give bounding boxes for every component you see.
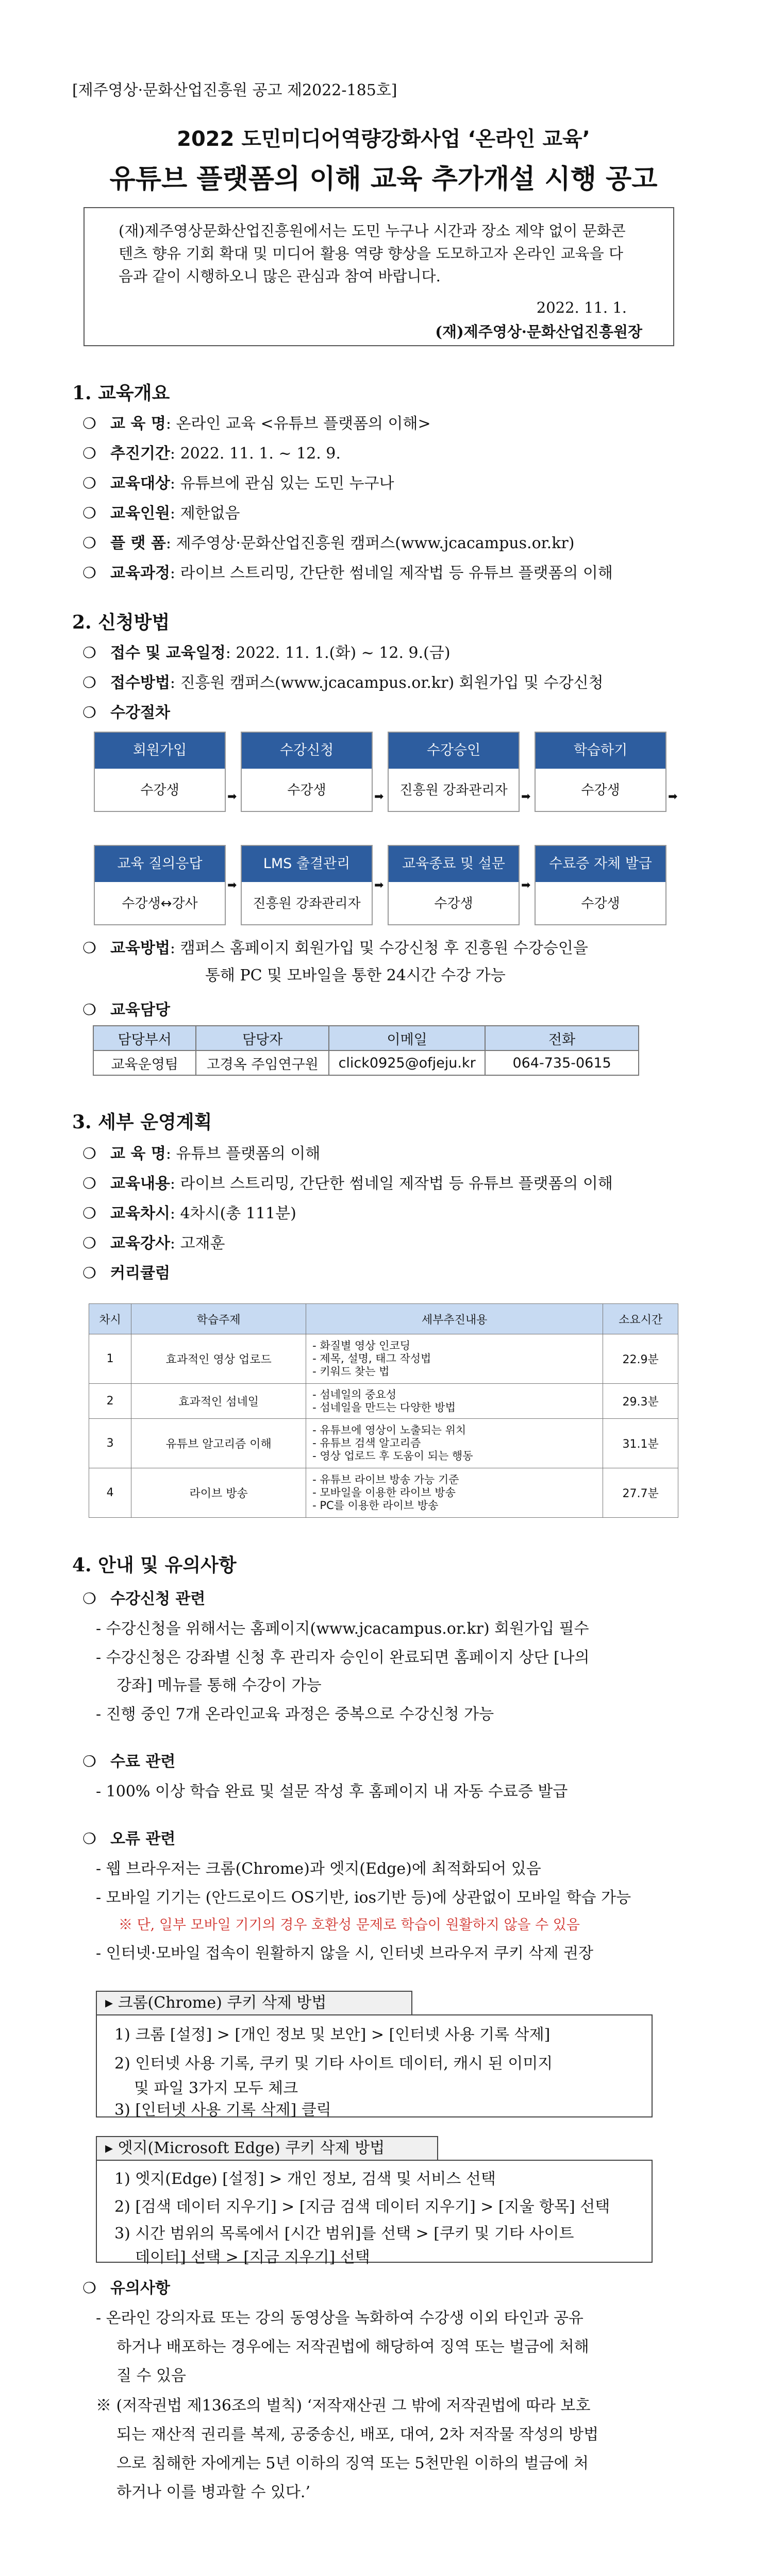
s4-text: - 인터넷·모바일 접속이 원활하지 않을 시, 인터넷 브라우저 쿠키 삭제 권장: [96, 1944, 593, 1962]
s4-text: - 모바일 기기는 (안드로이드 OS기반, ios기반 등)에 상관없이 모바일 학습 가능: [96, 1889, 631, 1907]
curriculum-table: 차시 학습주제 세부추진내용 소요시간 1 효과적인 영상 업로드 - 화질별 영상 인코딩 - 제목, 설명, 태그 작성법 - 키워드 찾는 법 22.9분 2 효과적인 섬네일 - 섬네일의 중요성 - 섬네일을 만드는 다양한 방법 29.3분 3 유튜브 알고리즘 이해 - 유튜브에 영상이 노출되는 위치 - 유튜브 검색 알고리즘 - 영상 업로드 후 도움이 되는 행동 31.1분 4 라이브 방송 - 유튜브 라이브 방송 가능 기준 - 모바일을 이용한 라이브 방송 - PC를 이용한 라이브 방송 27.7분: [89, 1303, 678, 1518]
section-3-title: 3. 세부 운영계획: [72, 1111, 212, 1133]
flow-step: 회원가입 수강생: [94, 732, 226, 812]
s4-law: 으로 침해한 자에게는 5년 이하의 징역 또는 5천만원 이하의 벌금에 처: [116, 2454, 589, 2472]
s1-item: ❍ 교육과정: 라이브 스트리밍, 간단한 썸네일 제작법 등 유튜브 플랫폼의 이해: [82, 564, 613, 582]
flow-step: LMS 출결관리 진흥원 강좌관리자: [241, 845, 373, 925]
s4-law: ※ (저작권법 제136조의 벌칙) ‘저작재산권 그 밖에 저작권법에 따라 보호: [96, 2397, 591, 2415]
s2-item: ❍ 접수 및 교육일정: 2022. 11. 1.(화) ~ 12. 9.(금): [82, 644, 451, 662]
s4-text: 하거나 배포하는 경우에는 저작권법에 해당하여 징역 또는 벌금에 처해: [116, 2338, 589, 2356]
s4-reg-title: ❍ 수강신청 관련: [82, 1590, 206, 1608]
s3-item: ❍ 교육강사: 고재훈: [82, 1234, 225, 1252]
s1-item: ❍ 교육인원: 제한없음: [82, 504, 240, 522]
flow-step: 수강신청 수강생: [241, 732, 373, 812]
chrome-tip: 3) [인터넷 사용 기록 삭제] 클릭: [114, 2101, 331, 2119]
arrow-right-icon: ➡: [227, 879, 237, 892]
section-1-title: 1. 교육개요: [72, 382, 170, 404]
s4-text: - 수강신청은 강좌별 신청 후 관리자 승인이 완료되면 홈페이지 상단 [나의: [96, 1649, 590, 1667]
contact-header: 담당부서: [93, 1026, 196, 1050]
flow-step: 교육 질의응답 수강생↔강사: [94, 845, 226, 925]
section-4-title: 4. 안내 및 유의사항: [72, 1554, 237, 1576]
s4-text: - 진행 중인 7개 온라인교육 과정은 중복으로 수강신청 가능: [96, 1705, 494, 1723]
flow-step: 학습하기 수강생: [535, 732, 666, 812]
announcement-number: [제주영상·문화산업진흥원 공고 제2022-185호]: [72, 81, 397, 99]
s2-item: ❍ 수강절차: [82, 704, 170, 722]
table-row: 1 효과적인 영상 업로드 - 화질별 영상 인코딩 - 제목, 설명, 태그 작성법 - 키워드 찾는 법 22.9분: [89, 1334, 678, 1384]
chrome-tip: 및 파일 3가지 모두 체크: [134, 2079, 298, 2097]
contact-header: 전화: [485, 1026, 639, 1050]
section-2-title: 2. 신청방법: [72, 612, 170, 633]
s4-text: - 수강신청을 위해서는 홈페이지(www.jcacampus.or.kr) 회원가입 필수: [96, 1620, 589, 1638]
s1-item: ❍ 교육대상: 유튜브에 관심 있는 도민 누구나: [82, 474, 394, 493]
flow-step: 수료증 자체 발급 수강생: [535, 845, 666, 925]
s4-err-title: ❍ 오류 관련: [82, 1830, 176, 1848]
edge-tip: 3) 시간 범위의 목록에서 [시간 범위]를 선택 > [쿠키 및 기타 사이트: [114, 2225, 574, 2243]
s1-item: ❍ 교 육 명: 온라인 교육 <유튜브 플랫폼의 이해>: [82, 415, 431, 433]
edge-tip: 데이터] 선택 > [지금 지우기] 선택: [135, 2248, 370, 2266]
flow-step: 수강승인 진흥원 강좌관리자: [388, 732, 520, 812]
arrow-right-icon: ➡: [521, 790, 531, 803]
contact-table: [93, 1025, 639, 1076]
notice-box: [84, 207, 674, 346]
s4-text: - 웹 브라우저는 크롬(Chrome)과 엣지(Edge)에 최적화되어 있음: [96, 1860, 541, 1878]
chrome-tips-title: ▸ 크롬(Chrome) 쿠키 삭제 방법: [96, 1991, 412, 2015]
contact-header: 담당자: [196, 1026, 329, 1050]
s4-note-title: ❍ 유의사항: [82, 2279, 170, 2297]
s3-item: ❍ 교육차시: 4차시(총 111분): [82, 1205, 296, 1223]
s4-text: - 온라인 강의자료 또는 강의 동영상을 녹화하여 수강생 이외 타인과 공유: [96, 2309, 583, 2327]
s3-item: ❍ 교육내용: 라이브 스트리밍, 간단한 썸네일 제작법 등 유튜브 플랫폼의 이해: [82, 1175, 613, 1193]
s2-method-cont: 통해 PC 및 모바일을 통한 24시간 수강 가능: [205, 967, 506, 985]
notice-org: (재)제주영상·문화산업진흥원장: [435, 323, 642, 341]
notice-date: 2022. 11. 1.: [536, 299, 627, 316]
arrow-right-icon: ➡: [374, 790, 384, 803]
arrow-right-icon: ➡: [668, 790, 678, 803]
table-row: 교육운영팀 고경옥 주임연구원 click0925@ofjeju.kr 064-735-0615: [93, 1050, 639, 1075]
edge-tip: 1) 엣지(Edge) [설정] > 개인 정보, 검색 및 서비스 선택: [114, 2170, 496, 2188]
s1-item: ❍ 추진기간: 2022. 11. 1. ~ 12. 9.: [82, 445, 341, 463]
s4-text: - 100% 이상 학습 완료 및 설문 작성 후 홈페이지 내 자동 수료증 발급: [96, 1783, 568, 1801]
s4-law: 되는 재산적 권리를 복제, 공중송신, 배포, 대여, 2차 저작물 작성의 방법: [116, 2426, 599, 2444]
flow-step: 교육종료 및 설문 수강생: [388, 845, 520, 925]
contact-email: click0925@ofjeju.kr: [329, 1050, 485, 1075]
s4-cert-title: ❍ 수료 관련: [82, 1753, 176, 1771]
arrow-right-icon: ➡: [521, 879, 531, 892]
chrome-tip: 1) 크롬 [설정] > [개인 정보 및 보안] > [인터넷 사용 기록 삭제]: [114, 2026, 551, 2044]
s4-law: 하거나 이를 병과할 수 있다.’: [116, 2483, 310, 2501]
table-row: 2 효과적인 섬네일 - 섬네일의 중요성 - 섬네일을 만드는 다양한 방법 29.3분: [89, 1384, 678, 1419]
table-row: 3 유튜브 알고리즘 이해 - 유튜브에 영상이 노출되는 위치 - 유튜브 검색 알고리즘 - 영상 업로드 후 도움이 되는 행동 31.1분: [89, 1419, 678, 1468]
page-subtitle: 2022 도민미디어역량강화사업 ‘온라인 교육’: [177, 127, 590, 151]
s3-item: ❍ 커리큘럼: [82, 1264, 170, 1282]
contact-phone: 064-735-0615: [485, 1050, 639, 1075]
s4-text: 강좌] 메뉴를 통해 수강이 가능: [116, 1676, 322, 1694]
s2-item: ❍ 접수방법: 진흥원 캠퍼스(www.jcacampus.or.kr) 회원가입 및 수강신청: [82, 674, 604, 692]
edge-tips-title: ▸ 엣지(Microsoft Edge) 쿠키 삭제 방법: [96, 2136, 438, 2161]
s1-item: ❍ 플 랫 폼: 제주영상·문화산업진흥원 캠퍼스(www.jcacampus.or.kr): [82, 534, 575, 552]
s2-contact-label: ❍ 교육담당: [82, 1001, 170, 1019]
page-title: 유튜브 플랫폼의 이해 교육 추가개설 시행 공고: [109, 164, 658, 195]
s3-item: ❍ 교 육 명: 유튜브 플랫폼의 이해: [82, 1145, 321, 1163]
notice-text: (재)제주영상문화산업진흥원에서는 도민 누구나 시간과 장소 제약 없이 문화콘텐츠 향유 기회 확대 및 미디어 활용 역량 향상을 도모하고자 온라인 교육을 다음과 같이 시행하오니 많은 관심과 참여 바랍니다.: [119, 222, 626, 285]
edge-tip: 2) [검색 데이터 지우기] > [지금 검색 데이터 지우기] > [지울 항목] 선택: [114, 2198, 610, 2216]
contact-header: 이메일: [329, 1026, 485, 1050]
table-row: 4 라이브 방송 - 유튜브 라이브 방송 가능 기준 - 모바일을 이용한 라이브 방송 - PC를 이용한 라이브 방송 27.7분: [89, 1468, 678, 1518]
chrome-tip: 2) 인터넷 사용 기록, 쿠키 및 기타 사이트 데이터, 캐시 된 이미지: [114, 2055, 553, 2073]
s4-warning: ※ 단, 일부 모바일 기기의 경우 호환성 문제로 학습이 원활하지 않을 수 있음: [119, 1917, 580, 1933]
arrow-right-icon: ➡: [374, 879, 384, 892]
arrow-right-icon: ➡: [227, 790, 237, 803]
s4-text: 질 수 있음: [116, 2367, 186, 2385]
s2-method: ❍ 교육방법: 캠퍼스 홈페이지 회원가입 및 수강신청 후 진흥원 수강승인을: [82, 939, 588, 957]
